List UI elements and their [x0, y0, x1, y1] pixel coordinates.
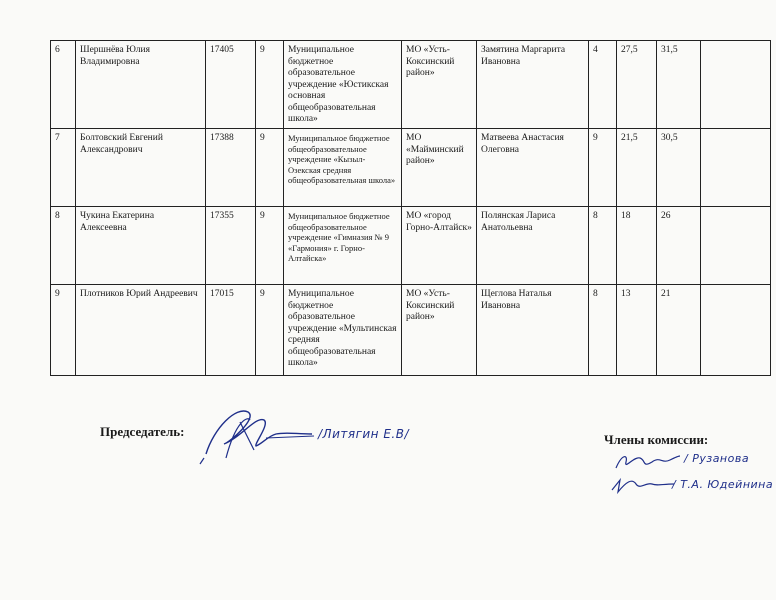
teacher-name: Щеглова Наталья Ивановна [477, 285, 589, 376]
grade: 9 [256, 129, 284, 207]
student-code: 17355 [206, 207, 256, 285]
score-2: 18 [617, 207, 657, 285]
student-name: Плотников Юрий Андреевич [76, 285, 206, 376]
student-name: Чукина Екатерина Алексеевна [76, 207, 206, 285]
row-number: 8 [51, 207, 76, 285]
total-score: 30,5 [657, 129, 701, 207]
student-name: Болтовский Евгений Александрович [76, 129, 206, 207]
district: МО «Майминский район» [402, 129, 477, 207]
school-name: Муниципальное бюджетное образовательное учреждение «Мультинская средняя общеобразовательная школа» [284, 285, 402, 376]
chair-name-handwriting: /Литягин Е.В/ [318, 427, 410, 441]
results-table [50, 40, 771, 376]
total-score: 21 [657, 285, 701, 376]
teacher-name: Матвеева Анастасия Олеговна [477, 129, 589, 207]
grade: 9 [256, 207, 284, 285]
school-name: Муниципальное бюджетное общеобразовательное учреждение «Кызыл-Озекская средняя общеобразовательная школа» [284, 129, 402, 207]
score-1: 9 [589, 129, 617, 207]
members-label: Члены комиссии: [604, 432, 709, 447]
score-1: 8 [589, 285, 617, 376]
row-number: 6 [51, 41, 76, 129]
district: МО «Усть-Коксинский район» [402, 285, 477, 376]
student-code: 17405 [206, 41, 256, 129]
total-score: 26 [657, 207, 701, 285]
chair-signature-icon [196, 398, 316, 470]
student-code: 17388 [206, 129, 256, 207]
table-row [51, 207, 771, 285]
school-name: Муниципальное бюджетное образовательное учреждение «Юстикская основная общеобразовательная школа» [284, 41, 402, 129]
score-2: 21,5 [617, 129, 657, 207]
grade: 9 [256, 41, 284, 129]
teacher-name: Полянская Лариса Анатольевна [477, 207, 589, 285]
member2-signature-icon [606, 472, 676, 500]
grade: 9 [256, 285, 284, 376]
district: МО «Усть-Коксинский район» [402, 41, 477, 129]
teacher-name: Замятина Маргарита Ивановна [477, 41, 589, 129]
empty-cell [701, 41, 771, 129]
student-name: Шершнёва Юлия Владимировна [76, 41, 206, 129]
table-row [51, 129, 771, 207]
member2-name-handwriting: / Т.А. Юдейнина [672, 478, 774, 491]
empty-cell [701, 129, 771, 207]
school-name: Муниципальное бюджетное общеобразовательное учреждение «Гимназия № 9 «Гармония» г. Горно-Алтайска» [284, 207, 402, 285]
total-score: 31,5 [657, 41, 701, 129]
district: МО «город Горно-Алтайск» [402, 207, 477, 285]
empty-cell [701, 207, 771, 285]
score-2: 13 [617, 285, 657, 376]
table-row [51, 41, 771, 129]
row-number: 9 [51, 285, 76, 376]
member1-name-handwriting: / Рузанова [684, 452, 750, 465]
table-row [51, 285, 771, 376]
row-number: 7 [51, 129, 76, 207]
student-code: 17015 [206, 285, 256, 376]
score-1: 8 [589, 207, 617, 285]
chair-label: Председатель: [100, 424, 185, 439]
score-2: 27,5 [617, 41, 657, 129]
empty-cell [701, 285, 771, 376]
score-1: 4 [589, 41, 617, 129]
